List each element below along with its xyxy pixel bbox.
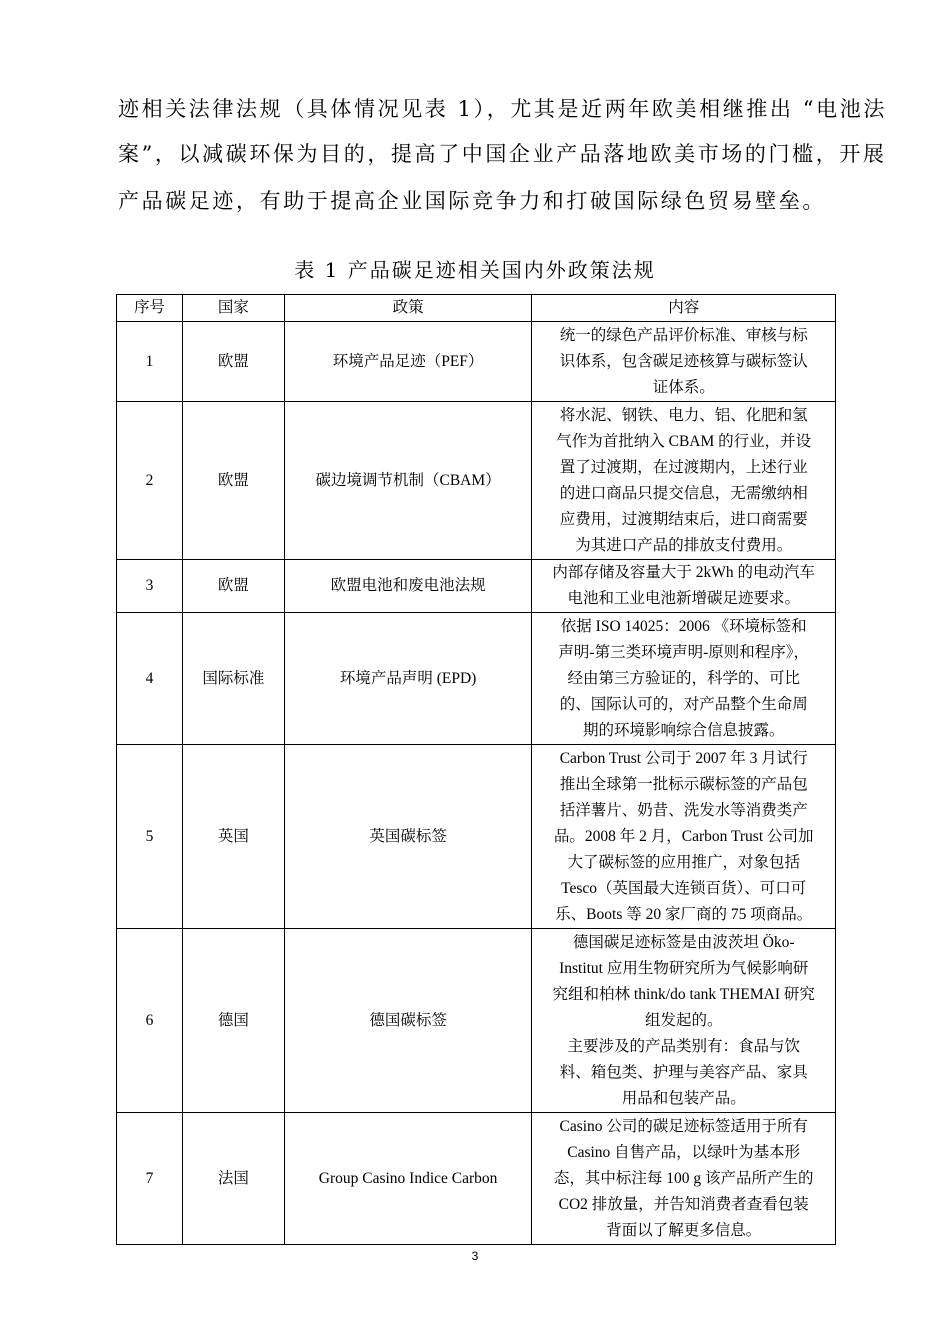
header-country: 国家 [182, 295, 284, 322]
table-row [117, 613, 836, 745]
row-content: Carbon Trust 公司于 2007 年 3 月试行 推出全球第一批标示碳标签的产品包 括洋薯片、奶昔、洗发水等消费类产 品。2008 年 2 月，Carbon Trust 公司加 大了碳标签的应用推广，对象包括 Tesco（英国最大连锁百货）、可口可 乐、Boots 等 20 家厂商的 75 项商品。 [532, 745, 836, 929]
header-policy: 政策 [284, 295, 532, 322]
row-policy: 英国碳标签 [284, 745, 532, 929]
row-content: 德国碳足迹标签是由波茨坦 Öko- Institut 应用生物研究所为气候影响研 究组和柏林 think/do tank THEMAI 研究 组发起的。 主要涉及的产品类别有：食品与饮 料、箱包类、护理与美容产品、家具 用品和包装产品。 [532, 929, 836, 1113]
row-country: 欧盟 [182, 560, 284, 613]
row-country: 国际标准 [182, 613, 284, 745]
row-content: 统一的绿色产品评价标准、审核与标 识体系，包含碳足迹核算与碳标签认 证体系。 [532, 322, 836, 402]
row-country: 欧盟 [182, 402, 284, 560]
table-header-row [117, 295, 836, 322]
table-row [117, 1113, 836, 1245]
header-content: 内容 [532, 295, 836, 322]
table-row [117, 322, 836, 402]
row-country: 英国 [182, 745, 284, 929]
policy-table [116, 294, 836, 1245]
table-row [117, 929, 836, 1113]
row-no: 5 [117, 745, 183, 929]
header-no: 序号 [117, 295, 183, 322]
row-policy: 碳边境调节机制（CBAM） [284, 402, 532, 560]
row-no: 3 [117, 560, 183, 613]
row-country: 法国 [182, 1113, 284, 1245]
intro-line-1: 迹相关法律法规（具体情况见表 1），尤其是近两年欧美相继推出 “电池法 [118, 97, 887, 121]
row-country: 欧盟 [182, 322, 284, 402]
row-content: Casino 公司的碳足迹标签适用于所有 Casino 自售产品，以绿叶为基本形 态，其中标注每 100 g 该产品所产生的 CO2 排放量，并告知消费者查看包装 背面以了解更多信息。 [532, 1113, 836, 1245]
table-caption: 表 1 产品碳足迹相关国内外政策法规 [294, 258, 656, 282]
table-row [117, 560, 836, 613]
row-no: 1 [117, 322, 183, 402]
intro-line-2: 案”，以减碳环保为目的，提高了中国企业产品落地欧美市场的门槛，开展 [118, 142, 887, 166]
row-country: 德国 [182, 929, 284, 1113]
row-no: 7 [117, 1113, 183, 1245]
row-no: 2 [117, 402, 183, 560]
row-policy: 环境产品足迹（PEF） [284, 322, 532, 402]
row-no: 6 [117, 929, 183, 1113]
row-policy: 德国碳标签 [284, 929, 532, 1113]
row-policy: 欧盟电池和废电池法规 [284, 560, 532, 613]
intro-line-3: 产品碳足迹，有助于提高企业国际竞争力和打破国际绿色贸易壁垒。 [118, 189, 826, 213]
row-content: 依据 ISO 14025：2006 《环境标签和 声明-第三类环境声明-原则和程序》， 经由第三方验证的，科学的、可比 的、国际认可的，对产品整个生命周 期的环境影响综合信息披露。 [532, 613, 836, 745]
row-no: 4 [117, 613, 183, 745]
table-row [117, 402, 836, 560]
row-policy: Group Casino Indice Carbon [284, 1113, 532, 1245]
table-row [117, 745, 836, 929]
page-number: 3 [471, 1249, 479, 1263]
row-content: 将水泥、钢铁、电力、铝、化肥和氢 气作为首批纳入 CBAM 的行业，并设 置了过渡期，在过渡期内，上述行业 的进口商品只提交信息，无需缴纳相 应费用，过渡期结束后，进口商需要 为其进口产品的排放支付费用。 [532, 402, 836, 560]
row-content: 内部存储及容量大于 2kWh 的电动汽车 电池和工业电池新增碳足迹要求。 [532, 560, 836, 613]
row-policy: 环境产品声明 (EPD) [284, 613, 532, 745]
